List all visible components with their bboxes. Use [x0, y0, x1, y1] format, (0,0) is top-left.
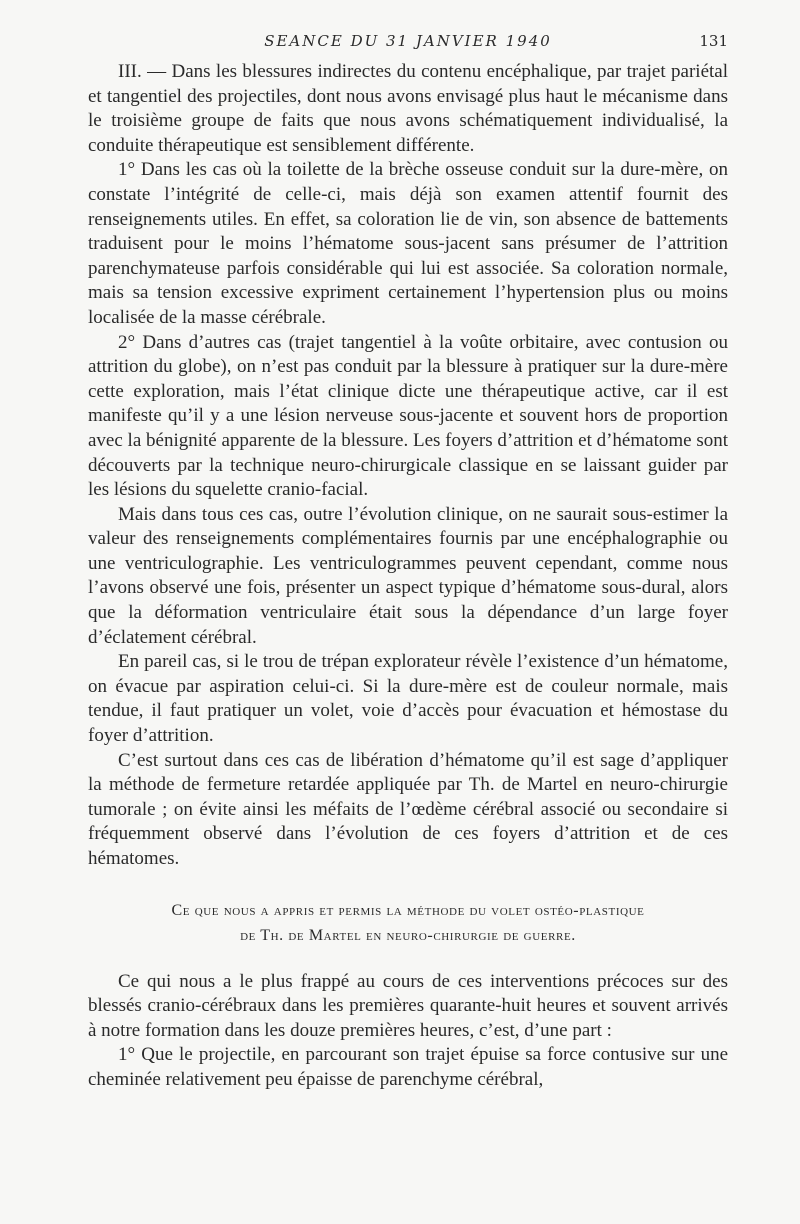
- paragraph-interventions-precoces: Ce qui nous a le plus frappé au cours de ces interventions précoces sur des blessés cranio-cérébraux dans les premières quarante-huit heures et souvent arrivés à notre formation dans les douze premières heures, c’est, d’une part :: [88, 970, 728, 1041]
- document-page: [88, 30, 728, 1093]
- paragraph-point-2: 2° Dans d’autres cas (trajet tangentiel à la voûte orbitaire, avec contusion ou attrition du globe), on n’est pas conduit par la blessure à pratiquer sur la dure-mère cette exploration, mais l’état clinique dicte une thérapeutique active, car il est manifeste qu’il y a une lésion nerveuse sous-jacente et souvent hors de proportion avec la bénignité apparente de la blessure. Les foyers d’attrition et d’hématome sont découverts par la technique neuro-chirurgicale classique en se laissant guider par les lésions du squelette cranio-facial.: [88, 331, 728, 501]
- section-heading: [88, 898, 728, 948]
- page-number: 131: [699, 32, 728, 50]
- paragraph-trou-de-trepan: En pareil cas, si le trou de trépan explorateur révèle l’existence d’un hématome, on évacue par aspiration celui-ci. Si la dure-mère est de couleur normale, mais tendue, il faut pratiquer un volet, voie d’accès pour évacuation et hémostase du foyer d’attrition.: [88, 651, 728, 747]
- paragraph-blessures-indirectes: III. — Dans les blessures indirectes du contenu encéphalique, par trajet pariétal et tangentiel des projectiles, dont nous avons envisagé plus haut le mécanisme dans le troisième groupe de faits que nous avons schématiquement individualisé, la conduite thérapeutique est sensiblement différente.: [88, 61, 728, 156]
- paragraph-projectile: 1° Que le projectile, en parcourant son trajet épuise sa force contusive sur une cheminée relativement peu épaisse de parenchyme cérébral,: [88, 1044, 728, 1090]
- paragraph-ventriculographie: Mais dans tous ces cas, outre l’évolution clinique, on ne saurait sous-estimer la valeur des renseignements complémentaires fournis par une encéphalographie ou une ventriculographie. Les ventriculogrammes peuvent cependant, comme nous l’avons observé une fois, présenter un aspect typique d’hématome sous-dural, alors que la déformation ventriculaire était sous la dépendance d’un large foyer d’éclatement cérébral.: [88, 503, 728, 648]
- running-title: SEANCE DU 31 JANVIER 1940: [264, 32, 552, 50]
- paragraph-point-1: 1° Dans les cas où la toilette de la brèche osseuse conduit sur la dure-mère, on constate l’intégrité de celle-ci, mais déjà son examen attentif fournit des renseignements utiles. En effet, sa coloration lie de vin, son absence de battements traduisent pour le moins l’hématome sous-jacent sans présumer de l’attrition parenchymateuse parfois considérable qui lui est associée. Sa coloration normale, mais sa tension excessive expriment certainement l’hypertension plus ou moins localisée de la masse cérébrale.: [88, 159, 728, 328]
- section-heading-line-2: de Th. de Martel en neuro-chirurgie de guerre.: [240, 926, 576, 944]
- running-head: [88, 30, 728, 60]
- section-heading-line-1: Ce que nous a appris et permis la méthode du volet ostéo-plastique: [171, 901, 645, 919]
- paragraph-fermeture-retardee: C’est surtout dans ces cas de libération d’hématome qu’il est sage d’appliquer la méthode de fermeture retardée appliquée par Th. de Martel en neuro-chirurgie tumorale ; on évite ainsi les méfaits de l’œdème cérébral associé ou secondaire si fréquemment observé dans l’évolution de ces foyers d’attrition et de ces hématomes.: [88, 749, 728, 869]
